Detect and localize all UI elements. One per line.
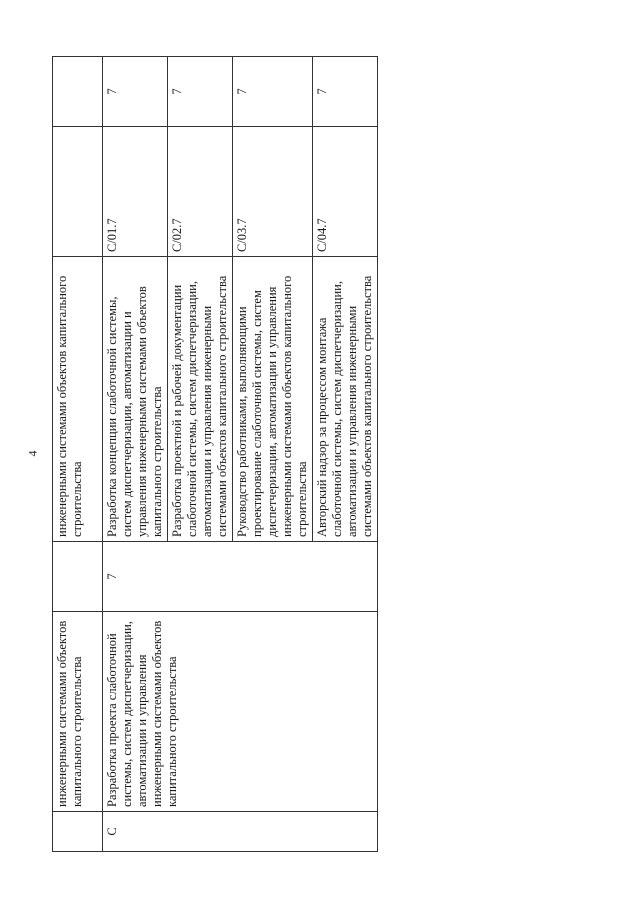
cell-function-name: инженерными системами объектов капитального строительства bbox=[53, 612, 103, 812]
cell-task: Разработка проектной и рабочей документации слаботочной системы, систем диспетчеризации, автоматизации и управления инженерными системами объектов капитального строительства bbox=[168, 257, 233, 542]
cell-task: инженерными системами объектов капитального строительства bbox=[53, 257, 103, 542]
table-row bbox=[103, 57, 168, 852]
cell-task-level: 7 bbox=[233, 57, 313, 127]
cell-level bbox=[53, 542, 103, 612]
cell-task: Авторский надзор за процессом монтажа слаботочной системы, систем диспетчеризации, автоматизации и управления инженерными системами объектов капитального строительства bbox=[313, 257, 378, 542]
cell-group-name: Разработка проекта слаботочной системы, систем диспетчеризации, автоматизации и управления инженерными системами объектов капитального строительства bbox=[103, 612, 378, 812]
cell-task-code: С/04.7 bbox=[313, 127, 378, 257]
cell-task: Руководство работниками, выполняющими проектирование слаботочной системы, систем диспетчеризации, автоматизации и управления инженерными системами объектов капитального строительства bbox=[233, 257, 313, 542]
page-number: 4 bbox=[25, 450, 40, 457]
cell-task-level bbox=[53, 57, 103, 127]
cell-task-level: 7 bbox=[313, 57, 378, 127]
functions-table bbox=[52, 56, 378, 852]
cell-task-code: С/03.7 bbox=[233, 127, 313, 257]
table-row-continuation bbox=[53, 57, 103, 852]
cell-task-level: 7 bbox=[103, 57, 168, 127]
cell-task-code: С/01.7 bbox=[103, 127, 168, 257]
cell-group-code: С bbox=[103, 812, 378, 852]
cell-task-level: 7 bbox=[168, 57, 233, 127]
cell-task-code: С/02.7 bbox=[168, 127, 233, 257]
cell-group-level: 7 bbox=[103, 542, 378, 612]
cell-code bbox=[53, 812, 103, 852]
cell-task-code bbox=[53, 127, 103, 257]
rotated-table-wrapper bbox=[52, 57, 374, 852]
cell-task: Разработка концепции слаботочной системы, систем диспетчеризации, автоматизации и управления инженерными системами объектов капитального строительства bbox=[103, 257, 168, 542]
